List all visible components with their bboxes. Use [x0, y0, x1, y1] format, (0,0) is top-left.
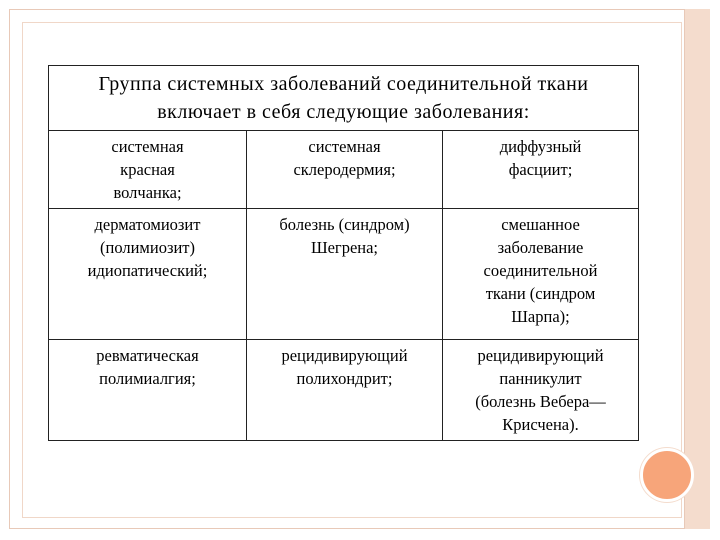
table-cell: диффузный фасциит; [443, 131, 639, 209]
table-cell: смешанное заболевание соединительной ткани (синдром Шарпа); [443, 209, 639, 340]
table-row [49, 340, 639, 441]
table-cell: рецидивирующий панникулит (болезнь Вебера— Крисчена). [443, 340, 639, 441]
table-cell: системная склеродермия; [247, 131, 443, 209]
table-title: Группа системных заболеваний соединительной ткани включает в себя следующие заболевания: [49, 66, 639, 131]
table-row [49, 131, 639, 209]
table-cell: дерматомиозит (полимиозит) идиопатический; [49, 209, 247, 340]
table-cell: системная красная волчанка; [49, 131, 247, 209]
diseases-table [48, 65, 639, 441]
table-row [49, 209, 639, 340]
slide-decorative-band [684, 9, 710, 529]
decorative-circle [640, 448, 694, 502]
table-cell: рецидивирующий полихондрит; [247, 340, 443, 441]
table-cell: ревматическая полимиалгия; [49, 340, 247, 441]
table-cell: болезнь (синдром) Шегрена; [247, 209, 443, 340]
table-header-row [49, 66, 639, 131]
